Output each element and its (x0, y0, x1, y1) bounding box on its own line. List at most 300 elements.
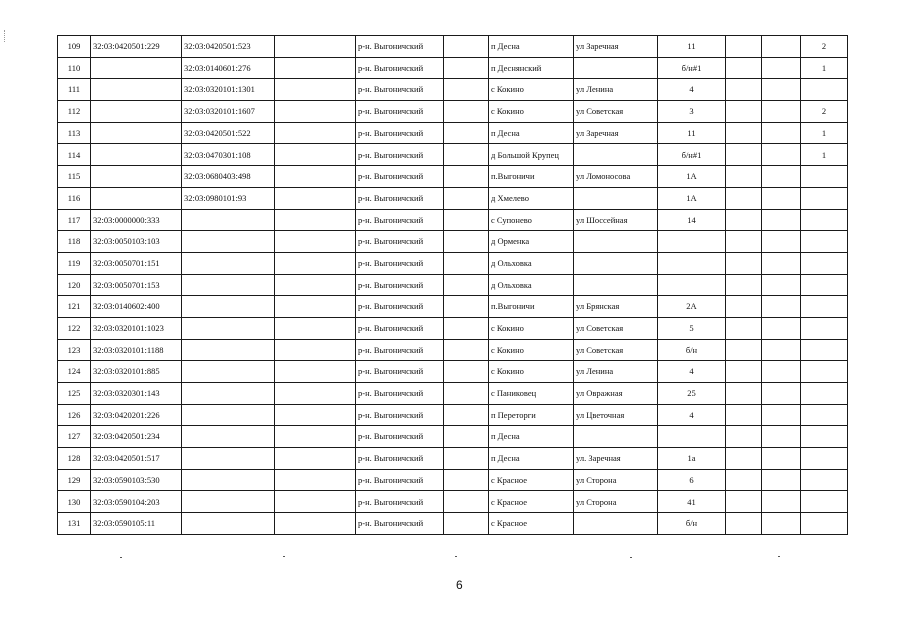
blank-cell (444, 144, 489, 166)
blank-cell (444, 101, 489, 123)
house-number-cell: 4 (658, 361, 726, 383)
house-number-cell (658, 274, 726, 296)
blank-cell (275, 317, 356, 339)
blank-cell (444, 166, 489, 188)
cadastral-number-alt-cell: 32:03:0320101:1607 (182, 101, 275, 123)
cadastral-number-alt-cell: 32:03:0470301:108 (182, 144, 275, 166)
blank-cell (444, 209, 489, 231)
cadastral-number-cell: 32:03:0320101:885 (91, 361, 182, 383)
blank-cell (726, 36, 762, 58)
blank-cell (726, 426, 762, 448)
count-cell (801, 317, 848, 339)
street-cell (574, 144, 658, 166)
blank-cell (275, 79, 356, 101)
blank-cell (762, 469, 801, 491)
house-number-cell: 25 (658, 383, 726, 405)
cadastral-number-alt-cell: 32:03:0680403:498 (182, 166, 275, 188)
row-number-cell: 121 (58, 296, 91, 318)
blank-cell (762, 448, 801, 470)
street-cell: ул Советская (574, 339, 658, 361)
blank-cell (726, 166, 762, 188)
house-number-cell: 1а (658, 448, 726, 470)
count-cell (801, 252, 848, 274)
blank-cell (275, 101, 356, 123)
blank-cell (726, 209, 762, 231)
district-cell: р-н. Выгоничский (356, 101, 444, 123)
scan-speck (283, 556, 285, 557)
house-number-cell: 41 (658, 491, 726, 513)
street-cell: ул Советская (574, 317, 658, 339)
row-number-cell: 125 (58, 383, 91, 405)
blank-cell (762, 491, 801, 513)
house-number-cell: 2А (658, 296, 726, 318)
blank-cell (726, 122, 762, 144)
cadastral-number-alt-cell: 32:03:0140601:276 (182, 57, 275, 79)
blank-cell (762, 426, 801, 448)
blank-cell (726, 79, 762, 101)
blank-cell (762, 274, 801, 296)
blank-cell (762, 513, 801, 535)
blank-cell (726, 317, 762, 339)
locality-cell: с Красное (489, 469, 574, 491)
blank-cell (762, 339, 801, 361)
blank-cell (275, 36, 356, 58)
table-row (58, 469, 848, 491)
cadastral-number-alt-cell: 32:03:0980101:93 (182, 187, 275, 209)
house-number-cell: 6 (658, 469, 726, 491)
blank-cell (275, 209, 356, 231)
blank-cell (762, 361, 801, 383)
blank-cell (726, 404, 762, 426)
street-cell (574, 57, 658, 79)
cadastral-number-cell: 32:03:0590104:203 (91, 491, 182, 513)
blank-cell (444, 448, 489, 470)
table-row (58, 317, 848, 339)
table-row (58, 491, 848, 513)
cadastral-number-cell: 32:03:0590105:11 (91, 513, 182, 535)
district-cell: р-н. Выгоничский (356, 317, 444, 339)
cadastral-number-cell: 32:03:0140602:400 (91, 296, 182, 318)
count-cell (801, 339, 848, 361)
house-number-cell: б/н#1 (658, 57, 726, 79)
street-cell: ул Заречная (574, 122, 658, 144)
cadastral-number-alt-cell: 32:03:0420501:523 (182, 36, 275, 58)
cadastral-number-alt-cell (182, 274, 275, 296)
locality-cell: п Десна (489, 122, 574, 144)
blank-cell (762, 209, 801, 231)
count-cell: 1 (801, 144, 848, 166)
cadastral-number-alt-cell (182, 426, 275, 448)
locality-cell: с Кокино (489, 361, 574, 383)
blank-cell (726, 274, 762, 296)
house-number-cell: б/н (658, 513, 726, 535)
locality-cell: д Орменка (489, 231, 574, 253)
blank-cell (275, 231, 356, 253)
locality-cell: д Хмелево (489, 187, 574, 209)
blank-cell (275, 383, 356, 405)
row-number-cell: 113 (58, 122, 91, 144)
blank-cell (444, 187, 489, 209)
cadastral-number-cell (91, 101, 182, 123)
table-row (58, 209, 848, 231)
locality-cell: д Ольховка (489, 252, 574, 274)
house-number-cell: 14 (658, 209, 726, 231)
district-cell: р-н. Выгоничский (356, 491, 444, 513)
blank-cell (444, 339, 489, 361)
cadastral-number-alt-cell (182, 231, 275, 253)
table-row (58, 404, 848, 426)
blank-cell (762, 57, 801, 79)
blank-cell (275, 296, 356, 318)
cadastral-number-cell: 32:03:0050701:151 (91, 252, 182, 274)
blank-cell (275, 122, 356, 144)
street-cell: ул Сторона (574, 469, 658, 491)
count-cell: 1 (801, 122, 848, 144)
page-number: 6 (456, 578, 463, 592)
district-cell: р-н. Выгоничский (356, 36, 444, 58)
blank-cell (762, 296, 801, 318)
scan-speck (630, 557, 632, 558)
row-number-cell: 109 (58, 36, 91, 58)
count-cell (801, 491, 848, 513)
row-number-cell: 114 (58, 144, 91, 166)
cadastral-number-alt-cell (182, 491, 275, 513)
blank-cell (275, 448, 356, 470)
blank-cell (726, 361, 762, 383)
blank-cell (275, 274, 356, 296)
cadastral-number-alt-cell (182, 209, 275, 231)
street-cell: ул Советская (574, 101, 658, 123)
table-row (58, 274, 848, 296)
blank-cell (444, 491, 489, 513)
count-cell (801, 404, 848, 426)
row-number-cell: 111 (58, 79, 91, 101)
district-cell: р-н. Выгоничский (356, 513, 444, 535)
count-cell (801, 209, 848, 231)
row-number-cell: 123 (58, 339, 91, 361)
blank-cell (444, 57, 489, 79)
house-number-cell: б/н (658, 339, 726, 361)
blank-cell (726, 57, 762, 79)
count-cell (801, 448, 848, 470)
cadastral-number-cell: 32:03:0590103:530 (91, 469, 182, 491)
blank-cell (275, 187, 356, 209)
blank-cell (444, 404, 489, 426)
blank-cell (275, 404, 356, 426)
locality-cell: с Красное (489, 491, 574, 513)
cadastral-number-cell: 32:03:0420501:517 (91, 448, 182, 470)
street-cell (574, 513, 658, 535)
count-cell (801, 513, 848, 535)
district-cell: р-н. Выгоничский (356, 383, 444, 405)
row-number-cell: 110 (58, 57, 91, 79)
table-row (58, 448, 848, 470)
blank-cell (275, 361, 356, 383)
house-number-cell (658, 252, 726, 274)
blank-cell (762, 36, 801, 58)
blank-cell (726, 469, 762, 491)
district-cell: р-н. Выгоничский (356, 426, 444, 448)
cadastral-number-alt-cell: 32:03:0420501:522 (182, 122, 275, 144)
scan-speck (455, 556, 457, 557)
blank-cell (275, 469, 356, 491)
street-cell: ул Ленина (574, 79, 658, 101)
street-cell: ул Ленина (574, 361, 658, 383)
cadastral-number-cell (91, 122, 182, 144)
row-number-cell: 130 (58, 491, 91, 513)
cadastral-number-alt-cell (182, 339, 275, 361)
house-number-cell: 4 (658, 79, 726, 101)
count-cell (801, 361, 848, 383)
cadastral-number-alt-cell (182, 317, 275, 339)
cadastral-number-cell: 32:03:0050103:103 (91, 231, 182, 253)
count-cell (801, 296, 848, 318)
house-number-cell: 4 (658, 404, 726, 426)
blank-cell (762, 122, 801, 144)
table-row (58, 361, 848, 383)
blank-cell (444, 79, 489, 101)
blank-cell (275, 513, 356, 535)
row-number-cell: 116 (58, 187, 91, 209)
street-cell: ул Овражная (574, 383, 658, 405)
blank-cell (762, 383, 801, 405)
cadastral-number-cell: 32:03:0320101:1188 (91, 339, 182, 361)
district-cell: р-н. Выгоничский (356, 209, 444, 231)
blank-cell (444, 36, 489, 58)
count-cell (801, 426, 848, 448)
table-row (58, 166, 848, 188)
cadastral-number-cell (91, 144, 182, 166)
cadastral-number-alt-cell (182, 296, 275, 318)
district-cell: р-н. Выгоничский (356, 166, 444, 188)
scan-speck (120, 557, 122, 558)
blank-cell (726, 491, 762, 513)
district-cell: р-н. Выгоничский (356, 122, 444, 144)
cadastral-number-alt-cell: 32:03:0320101:1301 (182, 79, 275, 101)
cadastral-number-cell: 32:03:0000000:333 (91, 209, 182, 231)
blank-cell (726, 187, 762, 209)
blank-cell (726, 296, 762, 318)
locality-cell: п Десна (489, 36, 574, 58)
blank-cell (275, 252, 356, 274)
locality-cell: д Большой Крупец (489, 144, 574, 166)
cadastral-number-cell: 32:03:0420201:226 (91, 404, 182, 426)
house-number-cell: 11 (658, 122, 726, 144)
blank-cell (444, 469, 489, 491)
locality-cell: с Кокино (489, 101, 574, 123)
street-cell (574, 426, 658, 448)
scan-speck (778, 556, 780, 557)
row-number-cell: 131 (58, 513, 91, 535)
row-number-cell: 120 (58, 274, 91, 296)
locality-cell: д Ольховка (489, 274, 574, 296)
row-number-cell: 112 (58, 101, 91, 123)
row-number-cell: 128 (58, 448, 91, 470)
district-cell: р-н. Выгоничский (356, 448, 444, 470)
district-cell: р-н. Выгоничский (356, 79, 444, 101)
house-number-cell: 5 (658, 317, 726, 339)
count-cell (801, 469, 848, 491)
table-row (58, 57, 848, 79)
count-cell: 1 (801, 57, 848, 79)
cadastral-number-alt-cell (182, 448, 275, 470)
house-number-cell: 3 (658, 101, 726, 123)
table-row (58, 426, 848, 448)
house-number-cell: 11 (658, 36, 726, 58)
count-cell (801, 166, 848, 188)
blank-cell (726, 101, 762, 123)
blank-cell (275, 339, 356, 361)
count-cell (801, 274, 848, 296)
house-number-cell: б/н#1 (658, 144, 726, 166)
locality-cell: п.Выгоничи (489, 296, 574, 318)
blank-cell (275, 491, 356, 513)
blank-cell (762, 231, 801, 253)
blank-cell (275, 166, 356, 188)
blank-cell (762, 317, 801, 339)
table-row (58, 339, 848, 361)
locality-cell: п Деснянский (489, 57, 574, 79)
blank-cell (444, 274, 489, 296)
blank-cell (444, 317, 489, 339)
district-cell: р-н. Выгоничский (356, 187, 444, 209)
table-row (58, 296, 848, 318)
table-row (58, 231, 848, 253)
street-cell (574, 231, 658, 253)
district-cell: р-н. Выгоничский (356, 57, 444, 79)
blank-cell (444, 122, 489, 144)
row-number-cell: 129 (58, 469, 91, 491)
blank-cell (762, 166, 801, 188)
count-cell (801, 231, 848, 253)
row-number-cell: 127 (58, 426, 91, 448)
street-cell (574, 274, 658, 296)
district-cell: р-н. Выгоничский (356, 339, 444, 361)
blank-cell (275, 57, 356, 79)
street-cell: ул Сторона (574, 491, 658, 513)
locality-cell: с Паниковец (489, 383, 574, 405)
district-cell: р-н. Выгоничский (356, 296, 444, 318)
row-number-cell: 124 (58, 361, 91, 383)
district-cell: р-н. Выгоничский (356, 231, 444, 253)
cadastral-number-cell (91, 166, 182, 188)
blank-cell (762, 144, 801, 166)
blank-cell (275, 426, 356, 448)
locality-cell: п Десна (489, 426, 574, 448)
table-row (58, 383, 848, 405)
district-cell: р-н. Выгоничский (356, 361, 444, 383)
cadastral-number-cell: 32:03:0050701:153 (91, 274, 182, 296)
blank-cell (726, 339, 762, 361)
house-number-cell (658, 231, 726, 253)
cadastral-number-alt-cell (182, 383, 275, 405)
blank-cell (444, 383, 489, 405)
table-row (58, 122, 848, 144)
cadastral-number-cell (91, 187, 182, 209)
blank-cell (726, 252, 762, 274)
table-row (58, 513, 848, 535)
district-cell: р-н. Выгоничский (356, 274, 444, 296)
count-cell: 2 (801, 36, 848, 58)
table-row (58, 252, 848, 274)
locality-cell: п Десна (489, 448, 574, 470)
blank-cell (762, 404, 801, 426)
table-row (58, 101, 848, 123)
blank-cell (762, 79, 801, 101)
blank-cell (726, 448, 762, 470)
locality-cell: с Кокино (489, 317, 574, 339)
blank-cell (762, 252, 801, 274)
count-cell (801, 383, 848, 405)
row-number-cell: 126 (58, 404, 91, 426)
locality-cell: п.Выгоничи (489, 166, 574, 188)
cadastral-number-cell: 32:03:0320101:1023 (91, 317, 182, 339)
row-number-cell: 115 (58, 166, 91, 188)
district-cell: р-н. Выгоничский (356, 252, 444, 274)
blank-cell (762, 101, 801, 123)
house-number-cell: 1А (658, 166, 726, 188)
row-number-cell: 119 (58, 252, 91, 274)
blank-cell (444, 296, 489, 318)
count-cell: 2 (801, 101, 848, 123)
cadastral-number-alt-cell (182, 361, 275, 383)
street-cell (574, 187, 658, 209)
cadastral-number-alt-cell (182, 404, 275, 426)
house-number-cell (658, 426, 726, 448)
blank-cell (275, 144, 356, 166)
table-row (58, 79, 848, 101)
property-table (57, 35, 848, 535)
locality-cell: с Кокино (489, 79, 574, 101)
blank-cell (444, 252, 489, 274)
locality-cell: с Кокино (489, 339, 574, 361)
table-row (58, 187, 848, 209)
district-cell: р-н. Выгоничский (356, 469, 444, 491)
blank-cell (444, 513, 489, 535)
count-cell (801, 79, 848, 101)
street-cell: ул Ломоносова (574, 166, 658, 188)
blank-cell (444, 361, 489, 383)
house-number-cell: 1А (658, 187, 726, 209)
cadastral-number-cell (91, 57, 182, 79)
street-cell: ул Заречная (574, 36, 658, 58)
street-cell: ул Шоссейная (574, 209, 658, 231)
blank-cell (726, 231, 762, 253)
locality-cell: с Красное (489, 513, 574, 535)
blank-cell (726, 383, 762, 405)
blank-cell (726, 513, 762, 535)
blank-cell (762, 187, 801, 209)
cadastral-number-alt-cell (182, 252, 275, 274)
cadastral-number-cell (91, 79, 182, 101)
count-cell (801, 187, 848, 209)
table-row (58, 144, 848, 166)
table-body (58, 36, 848, 535)
cadastral-number-cell: 32:03:0420501:229 (91, 36, 182, 58)
district-cell: р-н. Выгоничский (356, 144, 444, 166)
table-row (58, 36, 848, 58)
district-cell: р-н. Выгоничский (356, 404, 444, 426)
row-number-cell: 118 (58, 231, 91, 253)
street-cell: ул. Заречная (574, 448, 658, 470)
cadastral-number-alt-cell (182, 513, 275, 535)
scan-margin-mark (4, 30, 6, 42)
blank-cell (726, 144, 762, 166)
blank-cell (444, 231, 489, 253)
cadastral-number-alt-cell (182, 469, 275, 491)
street-cell: ул Брянская (574, 296, 658, 318)
street-cell: ул Цветочная (574, 404, 658, 426)
